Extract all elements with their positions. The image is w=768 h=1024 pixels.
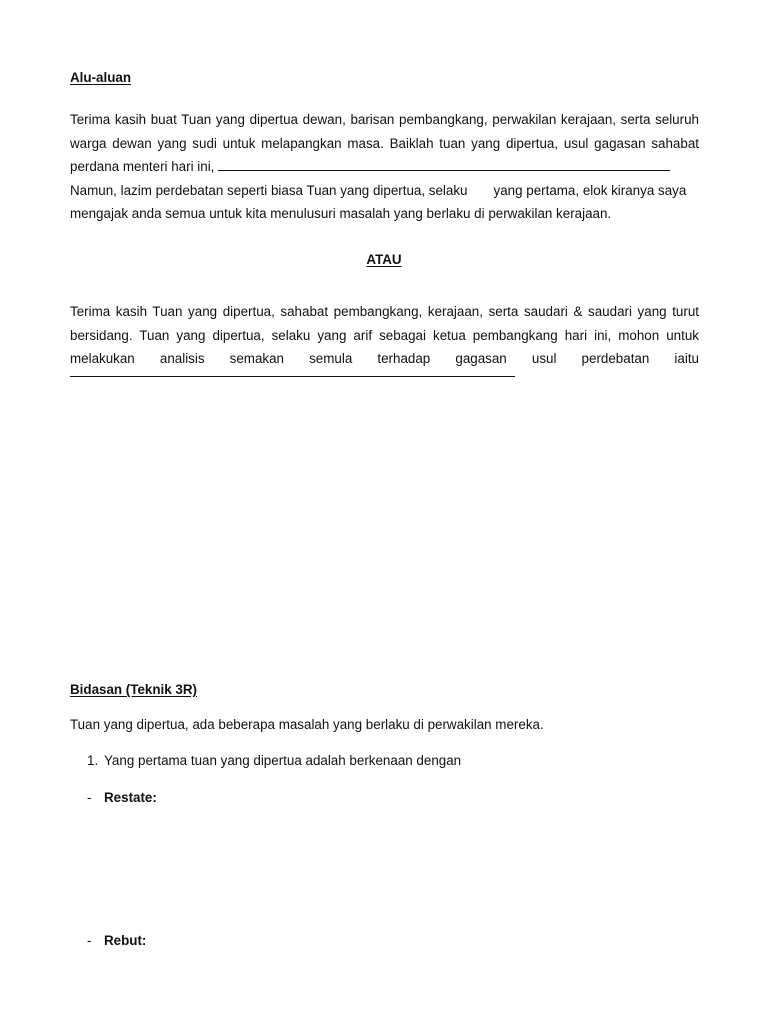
rebuttal-intro: Tuan yang dipertua, ada beberapa masalah yang berlaku di perwakilan mereka. bbox=[70, 717, 544, 732]
bullet-label: Rebut: bbox=[104, 933, 147, 948]
rebuttal-heading: Bidasan (Teknik 3R) bbox=[70, 682, 197, 697]
paragraph-line: mengajak anda semua untuk kita menulusuri masalah yang berlaku di perwakilan kerajaan. bbox=[70, 206, 612, 221]
list-item bbox=[87, 752, 461, 770]
or-separator: ATAU bbox=[366, 252, 402, 267]
bullet-rebut bbox=[87, 932, 146, 950]
fill-in-blank bbox=[218, 156, 670, 171]
paragraph-line: warga dewan yang sudi untuk melapangkan masa. Baiklah tuan yang dipertua, usul gagasan sahabat bbox=[70, 135, 699, 151]
welcome-paragraph-2 bbox=[70, 300, 699, 377]
paragraph-line: bersidang. Tuan yang dipertua, selaku yang arif sebagai ketua pembangkang hari ini, mohon untuk bbox=[70, 327, 699, 343]
bullet-dash: - bbox=[87, 933, 92, 948]
bullet-dash: - bbox=[87, 790, 92, 805]
paragraph-line bbox=[70, 179, 699, 203]
paragraph-line-text: yang pertama, elok kiranya saya bbox=[493, 182, 687, 198]
paragraph-line-text: Namun, lazim perdebatan seperti biasa Tuan yang dipertua, selaku bbox=[70, 182, 468, 198]
paragraph-line bbox=[70, 155, 699, 179]
paragraph-line: melakukan analisis semakan semula terhadap gagasan usul perdebatan iaitu bbox=[70, 351, 699, 366]
list-item-text: Yang pertama tuan yang dipertua adalah berkenaan dengan bbox=[104, 753, 462, 768]
fill-in-blank bbox=[70, 371, 515, 377]
paragraph-line: Terima kasih Tuan yang dipertua, sahabat pembangkang, kerajaan, serta saudari & saudari yang turut bbox=[70, 304, 699, 319]
welcome-paragraph-1 bbox=[70, 108, 699, 226]
bullet-restate bbox=[87, 789, 157, 807]
bullet-label: Restate: bbox=[104, 790, 157, 805]
paragraph-line-text: perdana menteri hari ini, bbox=[70, 159, 215, 174]
paragraph-line: Terima kasih buat Tuan yang dipertua dewan, barisan pembangkang, perwakilan kerajaan, serta seluruh bbox=[70, 112, 699, 127]
welcome-heading: Alu-aluan bbox=[70, 70, 132, 85]
list-number: 1. bbox=[87, 753, 99, 768]
